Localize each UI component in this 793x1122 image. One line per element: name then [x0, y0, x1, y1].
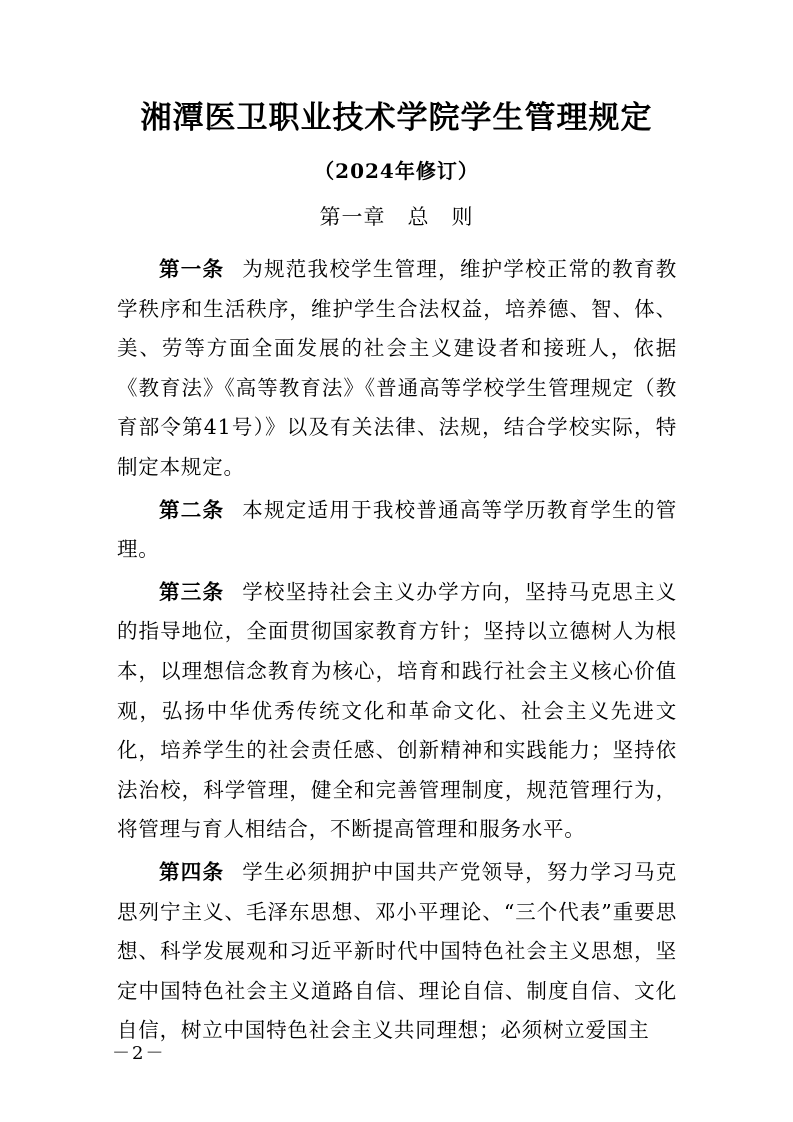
article-2: [117, 491, 677, 570]
article-4-head: 第四条: [159, 859, 225, 884]
article-3-head: 第三条: [159, 579, 225, 604]
article-1-text: 为规范我校学生管理，维护学校正常的教育教学秩序和生活秩序，维护学生合法权益，培养德、智、体、美、劳等方面全面发展的社会主义建设者和接班人，依据《教育法》《高等教育法》《普通高等学校学生管理规定（教育部令第41号）》以及有关法律、法规，结合学校实际，特制定本规定。: [117, 257, 677, 479]
chapter-heading: [0, 202, 793, 232]
document-body: [117, 250, 677, 1051]
page-number: －2－: [112, 1043, 166, 1064]
article-3-text: 学校坚持社会主义办学方向，坚持马克思主义的指导地位，全面贯彻国家教育方针；坚持以立德树人为根本，以理想信念教育为核心，培育和践行社会主义核心价值观，弘扬中华优秀传统文化和革命文化、社会主义先进文化，培养学生的社会责任感、创新精神和实践能力；坚持依法治校，科学管理，健全和完善管理制度，规范管理行为，将管理与育人相结合，不断提高管理和服务水平。: [117, 579, 677, 842]
article-1-head: 第一条: [159, 257, 225, 281]
article-4: [117, 853, 677, 1051]
article-2-text: 本规定适用于我校普通高等学历教育学生的管理。: [117, 497, 677, 562]
chapter-number: 第一章: [319, 205, 386, 229]
document-subtitle: （2024年修订）: [314, 159, 479, 183]
article-4-text: 学生必须拥护中国共产党领导，努力学习马克思列宁主义、毛泽东思想、邓小平理论、“三个代表”重要思想、科学发展观和习近平新时代中国特色社会主义思想，坚定中国特色社会主义道路自信、理论自信、制度自信、文化自信，树立中国特色社会主义共同理想；必须树立爱国主: [117, 859, 677, 1043]
article-3: [117, 573, 677, 850]
article-2-head: 第二条: [159, 497, 225, 522]
article-1: [117, 250, 677, 488]
document-title: 湘潭医卫职业技术学院学生管理规定: [140, 100, 653, 136]
chapter-name: 总 则: [407, 205, 474, 229]
